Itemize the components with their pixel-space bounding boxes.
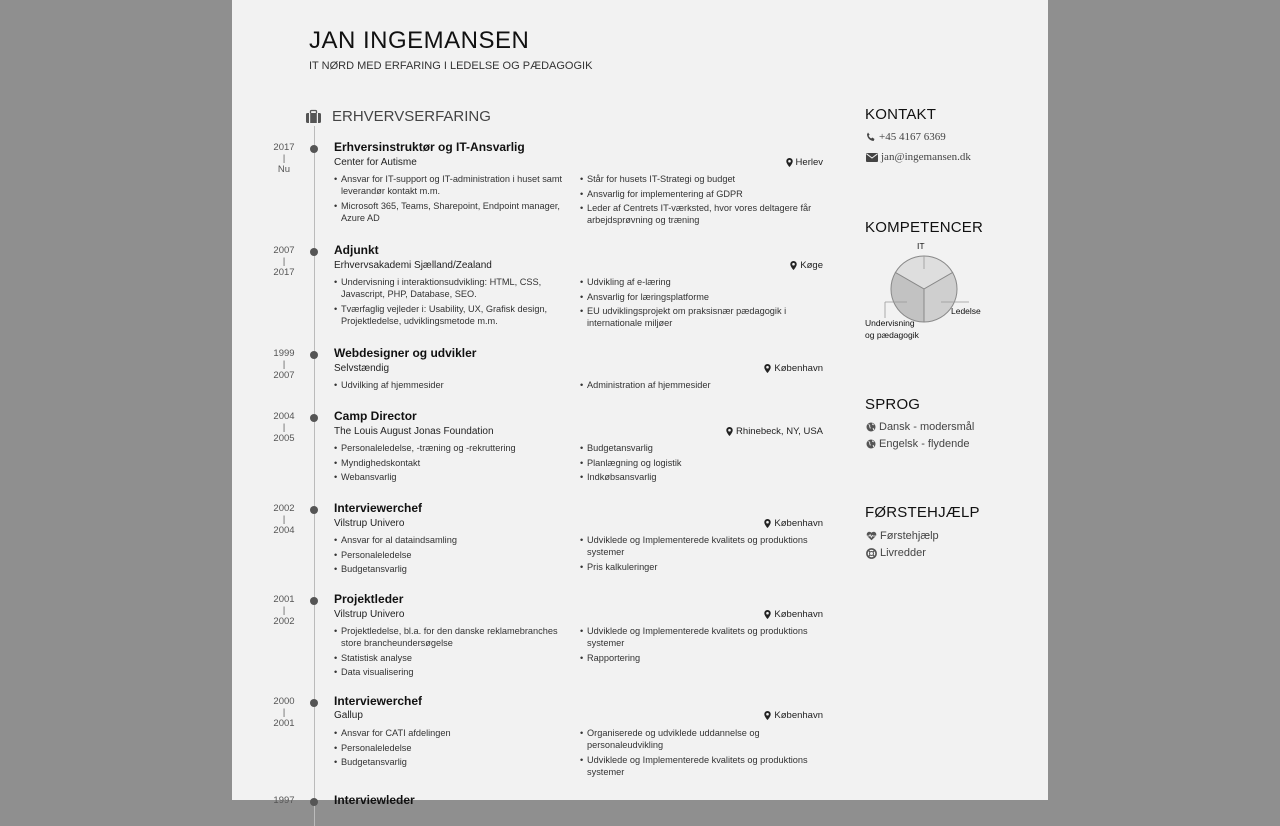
location-text: København	[774, 609, 823, 620]
date-to: 2001	[273, 718, 295, 729]
job-title: Interviewerchef	[334, 694, 423, 708]
job-bullets-right	[580, 534, 816, 575]
company-name: Vilstrup Univero	[334, 609, 405, 620]
job-bullet: • Budgetansvarlig	[334, 756, 570, 768]
company-name: Selvstændig	[334, 363, 390, 374]
firstaid-item	[866, 547, 926, 559]
location-text: København	[774, 518, 823, 529]
job-title: Adjunkt	[334, 243, 379, 257]
job-bullet: • Står for husets IT-Strategi og budget	[580, 173, 816, 185]
firstaid-heading: FØRSTEHJÆLP	[865, 504, 980, 521]
timeline-line	[314, 126, 315, 826]
language-item	[866, 421, 974, 433]
date-to: 2004	[273, 525, 295, 536]
languages-heading: SPROG	[865, 396, 921, 413]
job-bullets-right	[580, 276, 816, 332]
job-bullet: • Rapportering	[580, 652, 816, 664]
job-bullets-right	[580, 173, 816, 229]
timeline-dot	[310, 351, 318, 359]
job-title: Webdesigner og udvikler	[334, 346, 477, 360]
job-location	[790, 260, 823, 271]
language-text: Engelsk - flydende	[879, 438, 970, 450]
job-dates	[262, 411, 306, 444]
job-dates	[262, 696, 306, 729]
timeline-dot	[310, 414, 318, 422]
date-from: 2000	[273, 696, 295, 707]
language-item	[866, 438, 970, 450]
life-ring-icon	[866, 548, 877, 559]
phone-text: +45 4167 6369	[879, 131, 946, 143]
skills-heading: KOMPETENCER	[865, 219, 984, 236]
briefcase-icon	[306, 110, 321, 123]
job-bullet: • Ansvar for al dataindsamling	[334, 534, 570, 546]
location-text: Herlev	[795, 157, 823, 168]
cv-page	[232, 0, 1048, 807]
pie-label-undervisning-1: Undervisning	[865, 318, 915, 328]
map-marker-icon	[764, 711, 771, 720]
skills-pie-chart	[867, 239, 987, 344]
job-bullet: • Organiserede og udviklede uddannelse og personaleudvikling	[580, 727, 816, 751]
date-to: 2017	[273, 267, 295, 278]
company-name: Vilstrup Univero	[334, 518, 405, 529]
pie-label-it: IT	[917, 241, 925, 251]
job-bullet: • Projektledelse, bl.a. for den danske reklamebranches store brancheundersøgelse	[334, 625, 570, 649]
date-separator: |	[282, 153, 286, 163]
location-text: København	[774, 710, 823, 721]
job-bullets-left	[334, 442, 570, 486]
date-from: 2017	[273, 142, 295, 153]
job-bullet: • Undervisning i interaktionsudvikling: HTML, CSS, Javascript, PHP, Database, SEO.	[334, 276, 570, 300]
timeline-dot	[310, 597, 318, 605]
job-bullet: • Leder af Centrets IT-værksted, hvor vores deltagere får arbejdsprøvning og træning	[580, 202, 816, 226]
job-bullet: • Ansvarlig for læringsplatforme	[580, 291, 816, 303]
job-bullets-right	[580, 379, 816, 394]
contact-email[interactable]	[866, 151, 971, 163]
job-title: Camp Director	[334, 409, 417, 423]
job-bullets-left	[334, 534, 570, 578]
map-marker-icon	[764, 610, 771, 619]
timeline-dot	[310, 699, 318, 707]
map-marker-icon	[764, 519, 771, 528]
company-name: Erhvervsakademi Sjælland/Zealand	[334, 260, 492, 271]
job-location	[764, 518, 823, 529]
date-from: 2002	[273, 503, 295, 514]
job-bullet: • EU udviklingsprojekt om praksisnær pædagogik i internationale miljøer	[580, 305, 816, 329]
job-bullet: • Webansvarlig	[334, 471, 570, 483]
job-location	[764, 609, 823, 620]
location-text: Køge	[800, 260, 823, 271]
timeline-dot	[310, 145, 318, 153]
firstaid-text: Livredder	[880, 547, 926, 559]
job-bullet: • Budgetansvarlig	[334, 563, 570, 575]
job-bullet: • Udvilking af hjemmesider	[334, 379, 570, 391]
job-bullet: • Ansvar for CATI afdelingen	[334, 727, 570, 739]
date-from: 2004	[273, 411, 295, 422]
job-title: Projektleder	[334, 592, 404, 606]
pie-label-ledelse: Ledelse	[951, 306, 981, 316]
job-bullet: • Data visualisering	[334, 666, 570, 678]
job-bullets-left	[334, 625, 570, 681]
date-from: 2007	[273, 245, 295, 256]
email-text: jan@ingemansen.dk	[881, 151, 971, 163]
location-text: Rhinebeck, NY, USA	[736, 426, 823, 437]
map-marker-icon	[764, 364, 771, 373]
globe-icon	[866, 422, 876, 432]
date-from: 1997	[273, 795, 295, 806]
job-bullet: • Udvikling af e-læring	[580, 276, 816, 288]
job-bullet: • Budgetansvarlig	[580, 442, 816, 454]
date-from: 1999	[273, 348, 295, 359]
job-bullets-left	[334, 276, 570, 329]
job-bullet: • Udviklede og Implementerede kvalitets og produktions systemer	[580, 534, 816, 558]
date-separator: |	[282, 422, 286, 432]
date-to: 2002	[273, 616, 295, 627]
timeline-dot	[310, 798, 318, 806]
job-dates	[262, 245, 306, 278]
job-bullet: • Personaleledelse	[334, 742, 570, 754]
job-bullets-right	[580, 442, 816, 486]
map-marker-icon	[786, 158, 793, 167]
cv-name: JAN INGEMANSEN	[309, 27, 530, 54]
job-location	[764, 710, 823, 721]
job-bullet: • Pris kalkuleringer	[580, 561, 816, 573]
date-to: 2007	[273, 370, 295, 381]
heartbeat-icon	[866, 531, 877, 541]
globe-icon	[866, 439, 876, 449]
job-title: Interviewleder	[334, 793, 415, 807]
date-to: 2005	[273, 433, 295, 444]
job-bullets-left	[334, 173, 570, 226]
job-title: Erhversinstruktør og IT-Ansvarlig	[334, 140, 525, 154]
location-text: København	[774, 363, 823, 374]
date-from: 2001	[273, 594, 295, 605]
experience-title: ERHVERVSERFARING	[332, 108, 491, 125]
job-bullet: • Administration af hjemmesider	[580, 379, 816, 391]
job-bullets-right	[580, 727, 816, 780]
date-to: Nu	[277, 164, 291, 175]
job-bullet: • Microsoft 365, Teams, Sharepoint, Endpoint manager, Azure AD	[334, 200, 570, 224]
date-separator: |	[282, 256, 286, 266]
job-bullet: • Planlægning og logistik	[580, 457, 816, 469]
date-separator: |	[282, 707, 286, 717]
job-bullet: • Myndighedskontakt	[334, 457, 570, 469]
company-name: Center for Autisme	[334, 157, 417, 168]
job-bullet: • Statistisk analyse	[334, 652, 570, 664]
timeline-dot	[310, 506, 318, 514]
job-bullet: • Personaleledelse, -træning og -rekruttering	[334, 442, 570, 454]
company-name: The Louis August Jonas Foundation	[334, 426, 494, 437]
job-location	[786, 157, 823, 168]
date-separator: |	[282, 359, 286, 369]
job-bullet: • Udviklede og Implementerede kvalitets og produktions systemer	[580, 625, 816, 649]
contact-phone[interactable]	[866, 131, 946, 143]
language-text: Dansk - modersmål	[879, 421, 975, 433]
contact-heading: KONTAKT	[865, 106, 937, 123]
job-bullet: • Ansvarlig for implementering af GDPR	[580, 188, 816, 200]
date-separator: |	[282, 605, 286, 615]
job-title: Interviewerchef	[334, 501, 423, 515]
job-bullet: • Indkøbsansvarlig	[580, 471, 816, 483]
job-bullet: • Tværfaglig vejleder i: Usability, UX, Grafisk design, Projektledelse, udviklingsmetode m.m.	[334, 303, 570, 327]
phone-icon	[866, 132, 876, 142]
job-dates	[262, 142, 306, 175]
cv-subtitle: IT NØRD MED ERFARING I LEDELSE OG PÆDAGOGIK	[309, 60, 593, 72]
map-marker-icon	[726, 427, 733, 436]
firstaid-item	[866, 530, 939, 542]
envelope-icon	[866, 153, 878, 162]
timeline-dot	[310, 248, 318, 256]
job-bullets-left	[334, 379, 570, 394]
date-separator: |	[282, 514, 286, 524]
job-location	[764, 363, 823, 374]
job-dates	[262, 594, 306, 627]
job-dates	[262, 348, 306, 381]
job-bullets-right	[580, 625, 816, 666]
experience-heading	[306, 108, 491, 125]
job-bullet: • Personaleledelse	[334, 549, 570, 561]
job-bullet: • Udviklede og Implementerede kvalitets og produktions systemer	[580, 754, 816, 778]
job-dates	[262, 795, 306, 806]
firstaid-text: Førstehjælp	[880, 530, 939, 542]
job-bullets-left	[334, 727, 570, 771]
job-dates	[262, 503, 306, 536]
map-marker-icon	[790, 261, 797, 270]
company-name: Gallup	[334, 710, 363, 721]
pie-label-undervisning-2: og pædagogik	[865, 330, 919, 340]
job-location	[726, 426, 823, 437]
job-bullet: • Ansvar for IT-support og IT-administration i huset samt leverandør kontakt m.m.	[334, 173, 570, 197]
